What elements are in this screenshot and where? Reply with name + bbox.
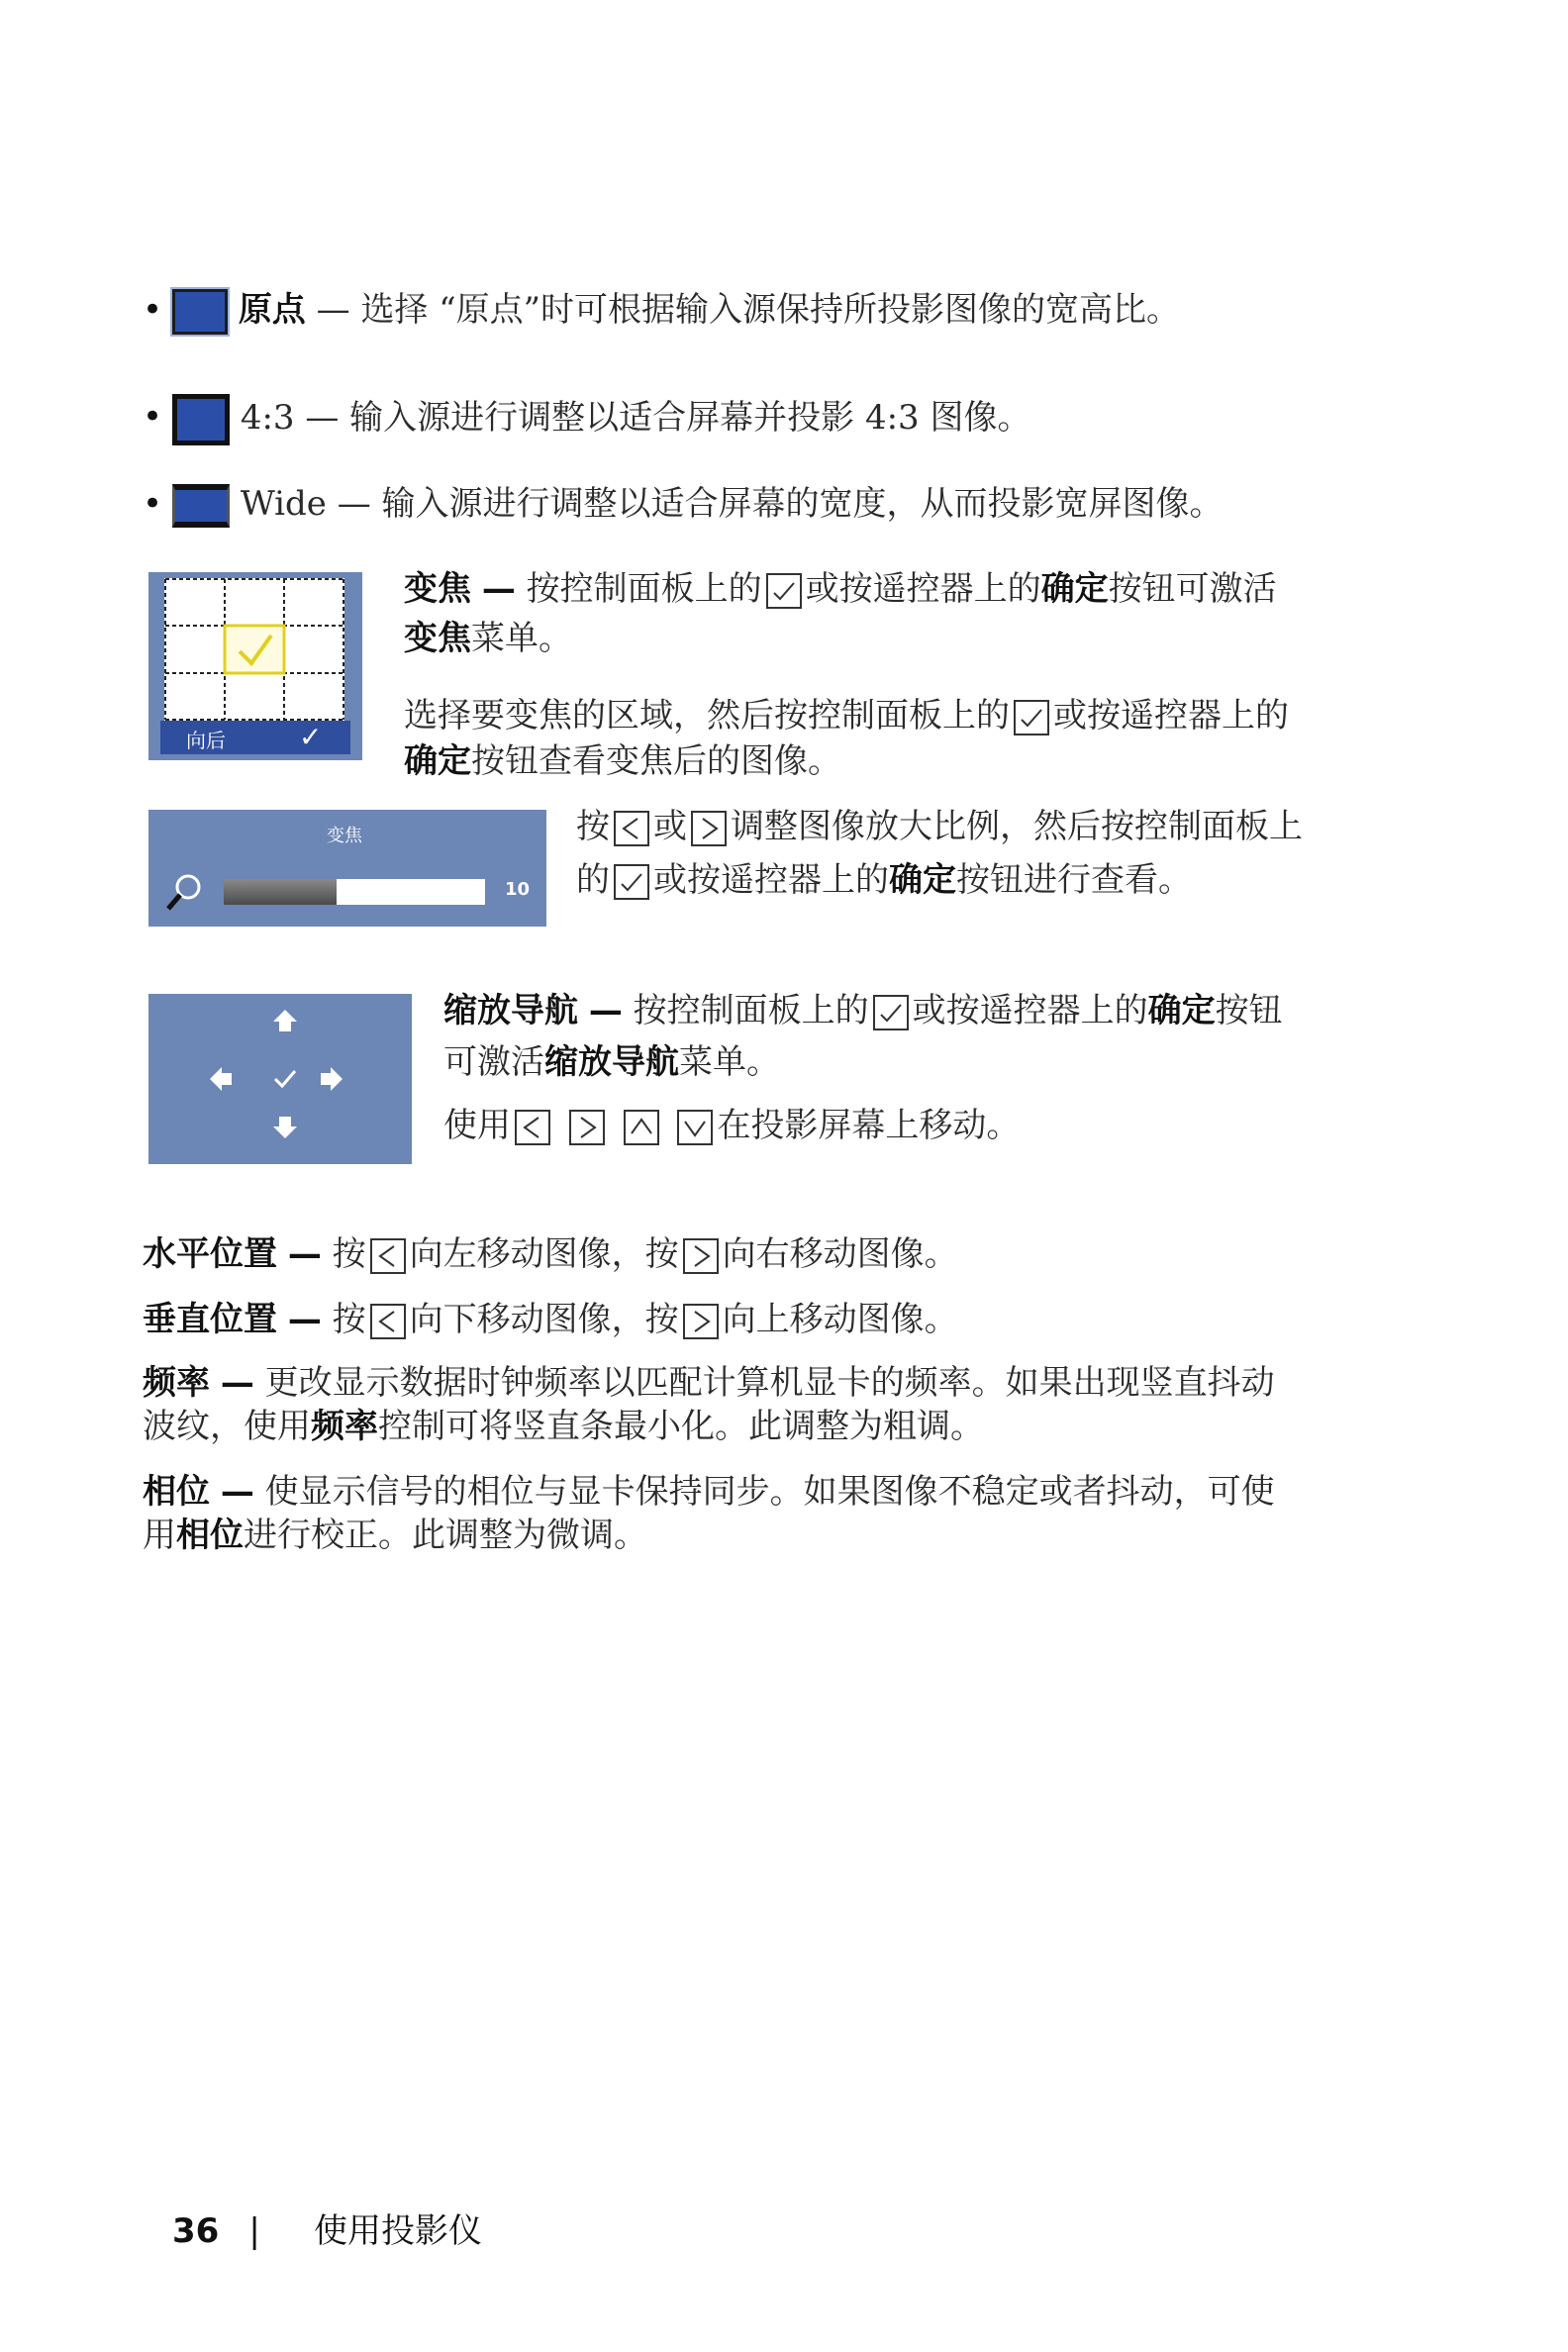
text: 或按遥控器上的 xyxy=(1053,696,1289,735)
dash: — xyxy=(481,569,516,609)
bullet-sep: — xyxy=(305,398,340,438)
bullet-text: 输入源进行调整以适合屏幕的宽度，从而投影宽屏图像。 xyxy=(381,484,1224,524)
text: 按钮进行查看。 xyxy=(956,860,1192,900)
zoom-grid-lines xyxy=(164,578,344,721)
zoom-slider-panel xyxy=(148,810,546,927)
text: 按 xyxy=(576,807,610,846)
dash: — xyxy=(220,1472,254,1512)
horizontal-position xyxy=(143,1231,958,1277)
left-key-icon xyxy=(614,811,649,846)
zoom-slider[interactable] xyxy=(224,879,485,905)
nav-check-icon xyxy=(275,1071,295,1086)
zoom-para-3-line2 xyxy=(576,857,1192,903)
slider-value: 10 xyxy=(505,879,531,900)
vertical-position xyxy=(143,1297,958,1342)
text: 向左移动图像，按 xyxy=(409,1234,679,1274)
bullet-name: Wide xyxy=(240,484,327,524)
check-icon: ✓ xyxy=(299,721,323,753)
left-key-icon xyxy=(515,1110,550,1145)
text: 相位 xyxy=(176,1516,244,1555)
arrow-up-icon xyxy=(273,1010,297,1031)
confirm-key-icon xyxy=(873,995,909,1030)
dash: — xyxy=(220,1363,254,1403)
frequency-line2 xyxy=(143,1404,984,1449)
confirm-key-icon xyxy=(1014,700,1049,735)
wide-aspect-icon xyxy=(172,484,230,528)
nav-para-2 xyxy=(443,1103,1020,1148)
zoom-grid-panel xyxy=(148,572,362,760)
zoom-navigation-panel xyxy=(148,994,412,1164)
text: 菜单。 xyxy=(679,1042,780,1082)
text: 频率 xyxy=(311,1407,378,1446)
bullet-name: 4:3 xyxy=(240,398,295,438)
text: 进行校正。此调整为微调。 xyxy=(244,1516,647,1555)
right-key-icon xyxy=(569,1110,605,1145)
nav-arrows xyxy=(148,994,412,1164)
zoom-para-3-line1 xyxy=(576,804,1303,849)
text: 确定 xyxy=(1040,569,1109,609)
text: 按 xyxy=(332,1300,366,1339)
zoom-grid xyxy=(164,578,344,721)
phase-line2 xyxy=(143,1513,647,1558)
slider-fill xyxy=(224,879,337,905)
zoom-para-1-line2 xyxy=(404,616,572,661)
nav-title: 缩放导航 xyxy=(443,991,578,1030)
nav-para-1-line1 xyxy=(443,988,1283,1033)
left-key-icon xyxy=(370,1304,406,1339)
setting-title: 频率 xyxy=(143,1363,210,1403)
arrow-right-icon xyxy=(321,1067,343,1091)
arrow-left-icon xyxy=(210,1067,232,1091)
text: 选择要变焦的区域，然后按控制面板上的 xyxy=(404,696,1010,735)
zoom-grid-footer[interactable] xyxy=(160,721,350,754)
text: 波纹，使用 xyxy=(143,1407,311,1446)
bullet-name: 原点 xyxy=(238,290,306,330)
text: 变焦 xyxy=(404,619,471,658)
text: 按控制面板上的 xyxy=(526,569,762,609)
aspect-4-3-icon xyxy=(172,394,230,445)
text: 按控制面板上的 xyxy=(633,991,869,1030)
text: 向上移动图像。 xyxy=(722,1300,958,1339)
original-aspect-icon xyxy=(172,289,228,335)
zoom-title: 变焦 xyxy=(404,569,471,609)
zoom-para-1-line1 xyxy=(404,566,1277,612)
section-title: 使用投影仪 xyxy=(313,2211,482,2251)
text: 更改显示数据时钟频率以匹配计算机显卡的频率。如果出现竖直抖动 xyxy=(264,1363,1275,1403)
bullet-text: 选择 “原点”时可根据输入源保持所投影图像的宽高比。 xyxy=(360,290,1181,330)
nav-para-1-line2 xyxy=(443,1039,780,1085)
left-key-icon xyxy=(370,1238,406,1274)
text: 用 xyxy=(143,1516,176,1555)
confirm-key-icon xyxy=(766,573,802,609)
right-key-icon xyxy=(683,1304,719,1339)
zoom-para-2-line2 xyxy=(404,738,841,784)
bullet-dot: • xyxy=(143,484,163,524)
setting-title: 垂直位置 xyxy=(143,1300,277,1339)
confirm-key-icon xyxy=(614,864,649,900)
text: 可激活 xyxy=(443,1042,544,1082)
phase-line1 xyxy=(143,1469,1275,1515)
text: 的 xyxy=(576,860,610,900)
text: 向右移动图像。 xyxy=(722,1234,958,1274)
dash: — xyxy=(588,991,623,1030)
text: 或按遥控器上的 xyxy=(912,991,1148,1030)
down-key-icon xyxy=(677,1110,713,1145)
setting-title: 水平位置 xyxy=(143,1234,277,1274)
text: 按 xyxy=(332,1234,366,1274)
frequency-line1 xyxy=(143,1360,1275,1406)
dash: — xyxy=(287,1300,322,1339)
text: 按钮查看变焦后的图像。 xyxy=(471,741,841,781)
text: 向下移动图像，按 xyxy=(409,1300,679,1339)
text: 缩放导航 xyxy=(544,1042,679,1082)
text: 调整图像放大比例，然后按控制面板上 xyxy=(731,807,1303,846)
zoom-para-2-line1 xyxy=(404,693,1289,738)
text: 控制可将竖直条最小化。此调整为粗调。 xyxy=(378,1407,984,1446)
right-key-icon xyxy=(691,811,727,846)
text: 在投影屏幕上移动。 xyxy=(717,1106,1021,1145)
dash: — xyxy=(287,1234,322,1274)
text: 或按遥控器上的 xyxy=(653,860,889,900)
text: 或按遥控器上的 xyxy=(805,569,1041,609)
up-key-icon xyxy=(624,1110,659,1145)
arrow-down-icon xyxy=(273,1117,297,1138)
text: 按钮可激活 xyxy=(1108,569,1277,609)
back-label: 向后 xyxy=(186,729,226,752)
bullet-sep: — xyxy=(316,290,350,330)
page-footer xyxy=(172,2204,482,2252)
bullet-text: 输入源进行调整以适合屏幕并投影 4:3 图像。 xyxy=(349,398,1031,438)
text: 确定 xyxy=(1147,991,1216,1030)
text: 确定 xyxy=(889,860,956,900)
text: 确定 xyxy=(404,741,471,781)
magnifier-icon xyxy=(162,871,206,915)
text: 使显示信号的相位与显卡保持同步。如果图像不稳定或者抖动，可使 xyxy=(264,1472,1275,1512)
footer-separator: | xyxy=(248,2211,260,2251)
bullet-sep: — xyxy=(337,484,371,524)
text: 使用 xyxy=(443,1106,511,1145)
setting-title: 相位 xyxy=(143,1472,210,1512)
page-number: 36 xyxy=(172,2211,220,2251)
bullet-dot: • xyxy=(143,290,163,330)
text: 或 xyxy=(653,807,687,846)
slider-title: 变焦 xyxy=(327,826,362,846)
text: 按钮 xyxy=(1215,991,1283,1030)
right-key-icon xyxy=(683,1238,719,1274)
text: 菜单。 xyxy=(471,619,572,658)
bullet-dot: • xyxy=(143,397,163,437)
